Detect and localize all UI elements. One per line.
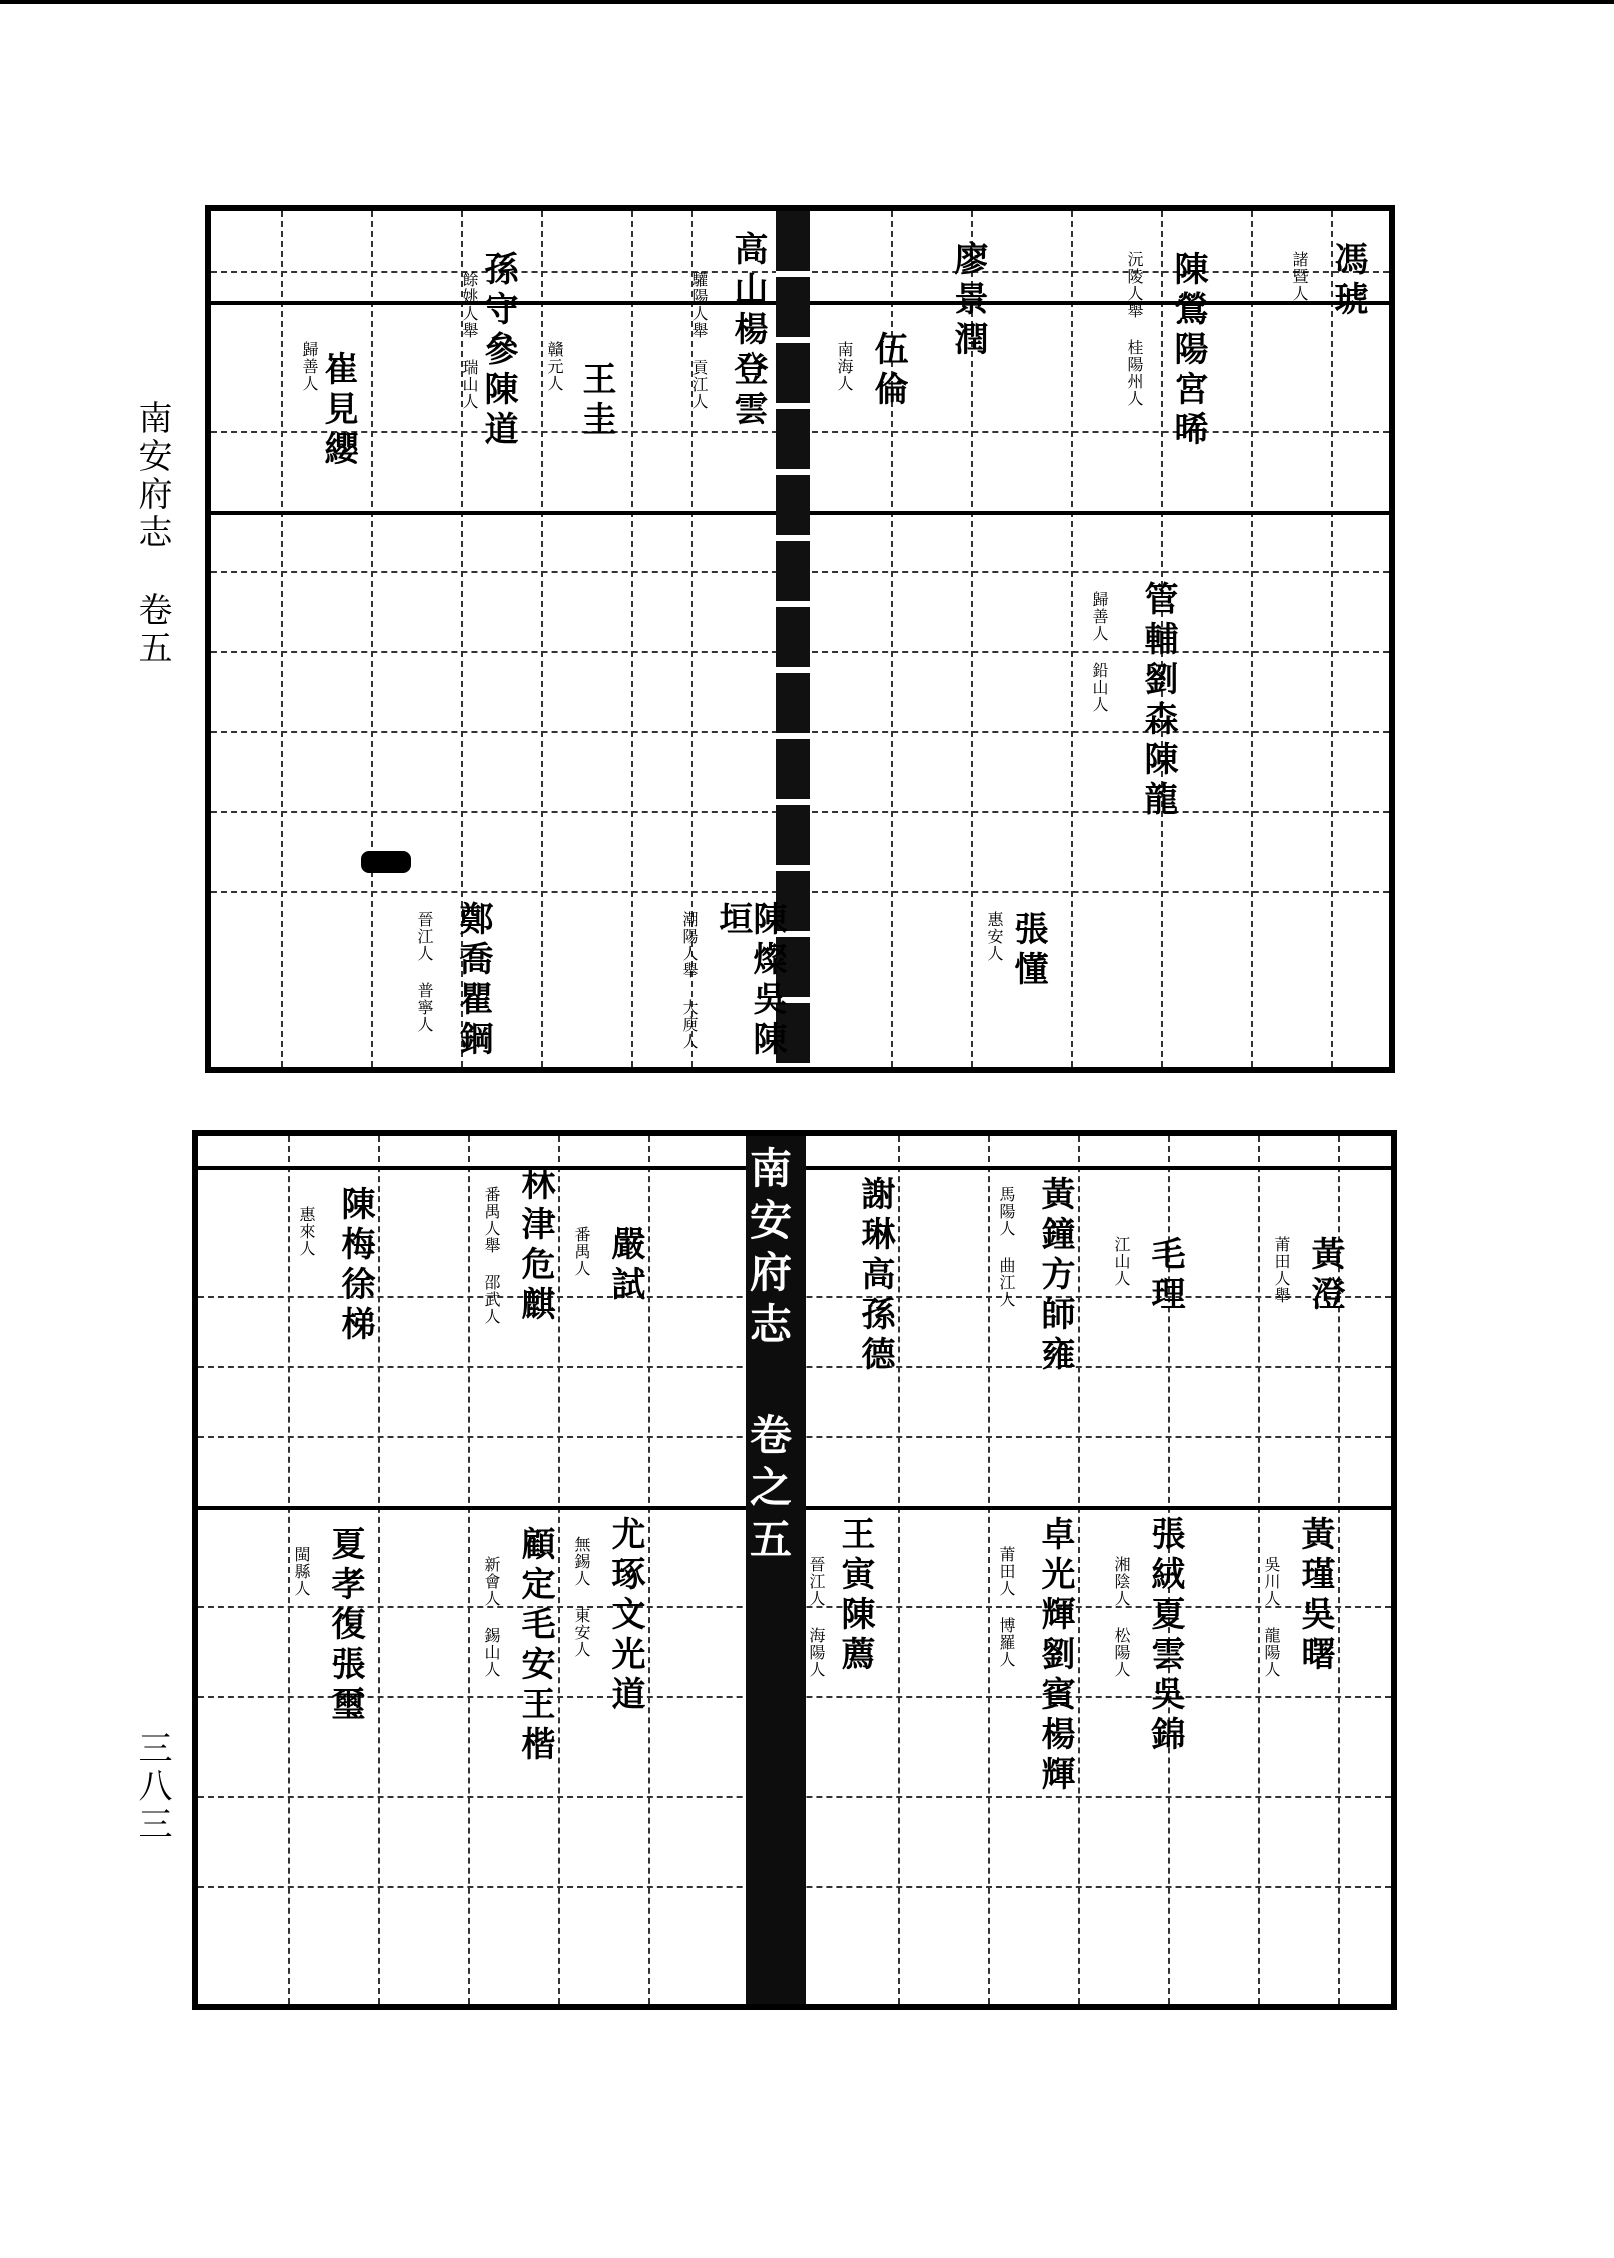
official-name: 管輔劉森陳龍 [1138, 581, 1178, 821]
official-note: 晉江人 海陽人 [807, 1556, 826, 1678]
official-name: 馮琥 [1328, 241, 1368, 321]
official-name: 林津危麒 [515, 1166, 555, 1326]
official-name: 陳燦吳陳垣 [713, 901, 787, 1061]
official-note: 惠來人 [297, 1206, 316, 1257]
official-name: 陳梅徐梯 [335, 1186, 375, 1346]
official-name: 顧定毛安王楷 [515, 1526, 555, 1766]
official-name: 尤琢文光道 [605, 1516, 645, 1716]
column-rule [631, 211, 633, 1067]
top-border-line [0, 0, 1614, 4]
official-note: 惠安人 [985, 911, 1004, 962]
official-note: 晉江人 普寧人 [415, 911, 434, 1033]
official-name: 王寅陳薦 [835, 1516, 875, 1676]
column-rule [1331, 211, 1333, 1067]
official-name: 高山楊登雲 [728, 231, 768, 431]
official-note: 諸暨人 [1290, 251, 1309, 302]
official-name: 嚴試 [605, 1226, 645, 1306]
official-note: 番禺人舉 邵武人 [482, 1186, 501, 1325]
column-rule [1251, 211, 1253, 1067]
official-name: 王圭 [576, 361, 616, 441]
official-name: 張絨夏雲吳錦 [1145, 1516, 1185, 1756]
column-rule [468, 1136, 470, 2004]
official-name: 夏孝復張璽 [325, 1526, 365, 1726]
official-name: 陳鶯陽宮晞 [1168, 251, 1208, 451]
official-note: 南海人 [835, 341, 854, 392]
official-note: 莆田人 博羅人 [997, 1546, 1016, 1668]
column-rule [378, 1136, 380, 2004]
official-note: 閩縣人 [292, 1546, 311, 1597]
official-note: 馬陽人 曲江人 [997, 1186, 1016, 1308]
official-name: 黃鐘方師雍 [1035, 1176, 1075, 1376]
official-name: 卓光輝劉賓楊輝 [1035, 1516, 1075, 1796]
official-note: 餘姚人舉 瑞山人 [460, 271, 479, 410]
official-note: 無錫人 東安人 [572, 1536, 591, 1658]
column-rule [988, 1136, 990, 2004]
official-name: 廖景潤 [948, 241, 988, 361]
official-name: 張懂 [1008, 911, 1048, 991]
official-name: 崔見纓 [318, 351, 358, 471]
official-name: 謝琳高孫德 [855, 1176, 895, 1376]
column-rule [648, 1136, 650, 2004]
official-note: 潮陽人舉 大庾人 [680, 911, 699, 1050]
ink-blot [361, 851, 411, 873]
column-rule [898, 1136, 900, 2004]
official-note: 莆田人舉 [1272, 1236, 1291, 1304]
column-rule [541, 211, 543, 1067]
official-note: 驩陽人舉 貢江人 [690, 271, 709, 410]
official-note: 歸善人 [300, 341, 319, 392]
column-rule [281, 211, 283, 1067]
official-note: 番禺人 [572, 1226, 591, 1277]
official-name: 毛理 [1145, 1236, 1185, 1316]
page-title: 南安府志 [132, 400, 172, 552]
official-name: 黃澄 [1305, 1236, 1345, 1316]
volume-label: 卷五 [132, 592, 172, 668]
column-rule [1078, 1136, 1080, 2004]
official-note: 吳川人 龍陽人 [1262, 1556, 1281, 1678]
official-note: 贛元人 [545, 341, 564, 392]
column-rule [1071, 211, 1073, 1067]
official-note: 新會人 錫山人 [482, 1556, 501, 1678]
official-note: 沅陵人舉 桂陽州人 [1125, 251, 1144, 407]
column-rule [371, 211, 373, 1067]
official-name: 鄭喬瞿鋼 [453, 901, 493, 1061]
column-rule [288, 1136, 290, 2004]
top-register-page [205, 205, 1395, 1073]
column-rule [558, 1136, 560, 2004]
page-number: 三八三 [132, 1730, 172, 1844]
spine-title: 南安府志 卷之五 [744, 1146, 793, 1569]
official-note: 湘陰人 松陽人 [1112, 1556, 1131, 1678]
official-note: 江山人 [1112, 1236, 1131, 1287]
official-name: 黃瑾吳曙 [1295, 1516, 1335, 1676]
official-name: 孫守參陳道 [478, 251, 518, 451]
official-name: 伍倫 [868, 331, 908, 411]
column-rule [1258, 1136, 1260, 2004]
bottom-register-page [192, 1130, 1397, 2010]
official-note: 歸善人 鉛山人 [1090, 591, 1109, 713]
